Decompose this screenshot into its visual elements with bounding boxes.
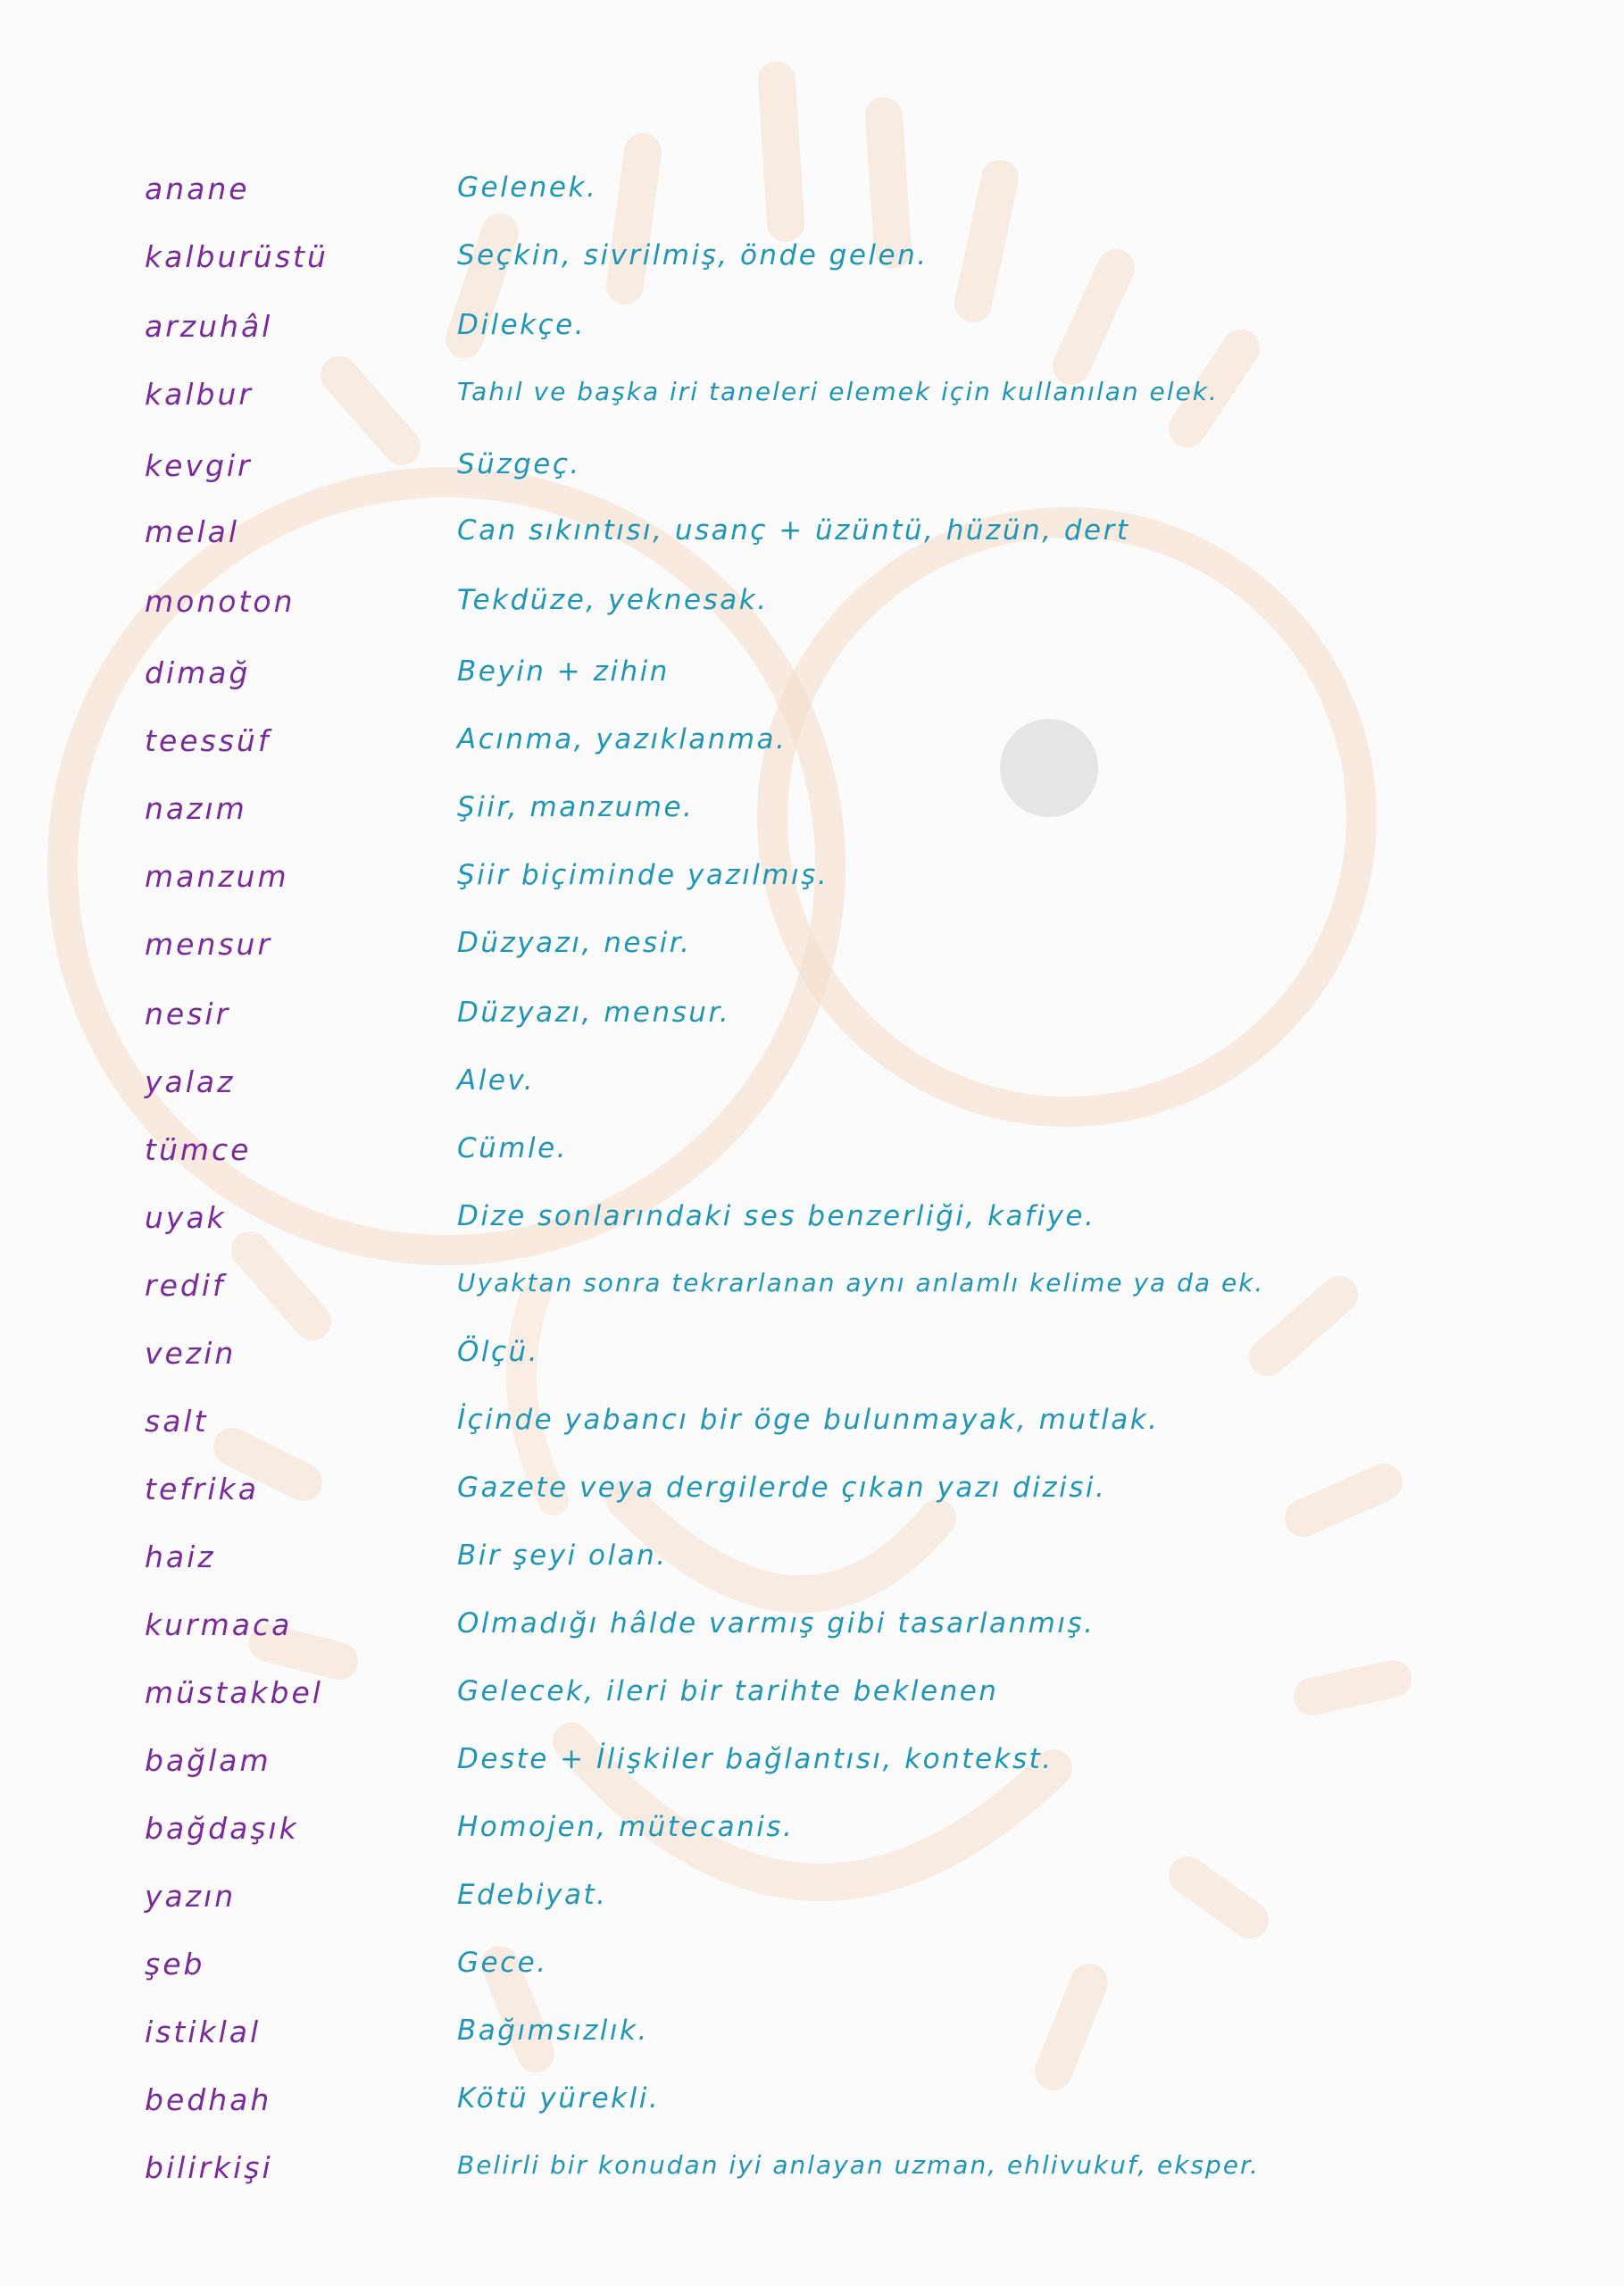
entry-term: vezin	[145, 1336, 237, 1371]
entry-definition: Düzyazı, mensur.	[457, 997, 731, 1029]
glossary-entry	[0, 1404, 1624, 1457]
entry-term: istiklal	[145, 2015, 262, 2049]
entry-term: mensur	[145, 927, 273, 962]
glossary-entry	[0, 1268, 1624, 1322]
entry-term: teessüf	[145, 723, 271, 758]
glossary-entry	[0, 859, 1624, 913]
entry-definition: Uyaktan sonra tekrarlanan aynı anlamlı kelime ya da ek.	[457, 1268, 1265, 1297]
entry-definition: Şiir, manzume.	[457, 791, 695, 823]
glossary-entry	[0, 239, 1624, 293]
glossary-entry	[0, 1675, 1624, 1729]
entry-definition: Can sıkıntısı, usanç + üzüntü, hüzün, dert	[457, 514, 1130, 546]
glossary-entry	[0, 1132, 1624, 1186]
glossary-entry	[0, 1879, 1624, 1932]
glossary-entry	[0, 723, 1624, 777]
entry-definition: Olmadığı hâlde varmış gibi tasarlanmış.	[457, 1607, 1095, 1639]
entry-definition: Bağımsızlık.	[457, 2015, 649, 2047]
entry-term: kurmaca	[145, 1607, 293, 1642]
entry-definition: Tahıl ve başka iri taneleri elemek için kullanılan elek.	[457, 377, 1219, 406]
entry-definition: Deste + İlişkiler bağlantısı, kontekst.	[457, 1743, 1054, 1775]
entry-definition: Düzyazı, nesir.	[457, 927, 692, 959]
glossary-entry	[0, 791, 1624, 845]
glossary-entry	[0, 448, 1624, 502]
glossary-entry	[0, 1607, 1624, 1661]
entry-term: nazım	[145, 791, 247, 826]
glossary-entry	[0, 1200, 1624, 1254]
glossary-entry	[0, 1472, 1624, 1525]
glossary-entry	[0, 377, 1624, 430]
entry-term: şeb	[145, 1947, 205, 1981]
glossary-entry	[0, 1539, 1624, 1593]
entry-definition: Seçkin, sivrilmiş, önde gelen.	[457, 239, 929, 271]
entry-definition: Alev.	[457, 1064, 536, 1097]
entry-definition: Cümle.	[457, 1132, 569, 1164]
entry-term: anane	[145, 171, 250, 206]
entry-term: kevgir	[145, 448, 253, 483]
glossary-entry	[0, 2082, 1624, 2136]
entry-term: müstakbel	[145, 1675, 323, 1710]
entry-term: redif	[145, 1268, 226, 1303]
entry-term: bilirkişi	[145, 2150, 273, 2185]
entry-term: nesir	[145, 997, 231, 1031]
entry-term: salt	[145, 1404, 209, 1439]
glossary-entry	[0, 1336, 1624, 1389]
entry-definition: Gelenek.	[457, 171, 598, 204]
glossary-entry	[0, 2150, 1624, 2204]
glossary-entry	[0, 655, 1624, 709]
glossary-entry	[0, 1947, 1624, 2000]
entry-definition: İçinde yabancı bir öge bulunmayak, mutlak.	[457, 1404, 1160, 1436]
glossary-entry	[0, 309, 1624, 363]
glossary-entry	[0, 1064, 1624, 1118]
glossary-entry	[0, 1811, 1624, 1865]
entry-term: tefrika	[145, 1472, 259, 1506]
entry-definition: Gazete veya dergilerde çıkan yazı dizisi.	[457, 1472, 1107, 1504]
entry-term: monoton	[145, 584, 296, 619]
glossary-entry	[0, 1743, 1624, 1797]
entry-definition: Bir şeyi olan.	[457, 1539, 668, 1572]
entry-term: haiz	[145, 1539, 216, 1574]
entry-definition: Beyin + zihin	[457, 655, 670, 688]
glossary-entry	[0, 2015, 1624, 2068]
entry-term: kalbur	[145, 377, 254, 412]
entry-definition: Gece.	[457, 1947, 548, 1979]
entry-term: bağlam	[145, 1743, 271, 1778]
entry-definition: Homojen, mütecanis.	[457, 1811, 795, 1843]
entry-definition: Gelecek, ileri bir tarihte beklenen	[457, 1675, 999, 1707]
entry-definition: Şiir biçiminde yazılmış.	[457, 859, 829, 891]
entry-term: bağdaşık	[145, 1811, 299, 1846]
entry-definition: Belirli bir konudan iyi anlayan uzman, ehlivukuf, eksper.	[457, 2150, 1260, 2180]
entry-definition: Tekdüze, yeknesak.	[457, 584, 769, 616]
entry-term: yalaz	[145, 1064, 236, 1099]
entry-term: manzum	[145, 859, 289, 894]
entry-definition: Dize sonlarındaki ses benzerliği, kafiye.	[457, 1200, 1096, 1232]
entry-term: bedhah	[145, 2082, 272, 2117]
glossary-entry	[0, 927, 1624, 980]
entry-term: melal	[145, 514, 240, 549]
entry-term: uyak	[145, 1200, 227, 1235]
glossary-entry	[0, 171, 1624, 225]
entry-definition: Dilekçe.	[457, 309, 587, 341]
entry-definition: Ölçü.	[457, 1336, 540, 1368]
glossary-entry	[0, 514, 1624, 568]
entry-definition: Edebiyat.	[457, 1879, 608, 1911]
entry-definition: Acınma, yazıklanma.	[457, 723, 787, 755]
entry-term: yazın	[145, 1879, 237, 1914]
glossary-entry	[0, 997, 1624, 1050]
entry-term: arzuhâl	[145, 309, 273, 344]
entry-definition: Kötü yürekli.	[457, 2082, 661, 2115]
entry-term: dimağ	[145, 655, 251, 690]
entry-term: tümce	[145, 1132, 252, 1167]
entry-definition: Süzgeç.	[457, 448, 581, 480]
entry-term: kalburüstü	[145, 239, 329, 274]
glossary-entry	[0, 584, 1624, 638]
